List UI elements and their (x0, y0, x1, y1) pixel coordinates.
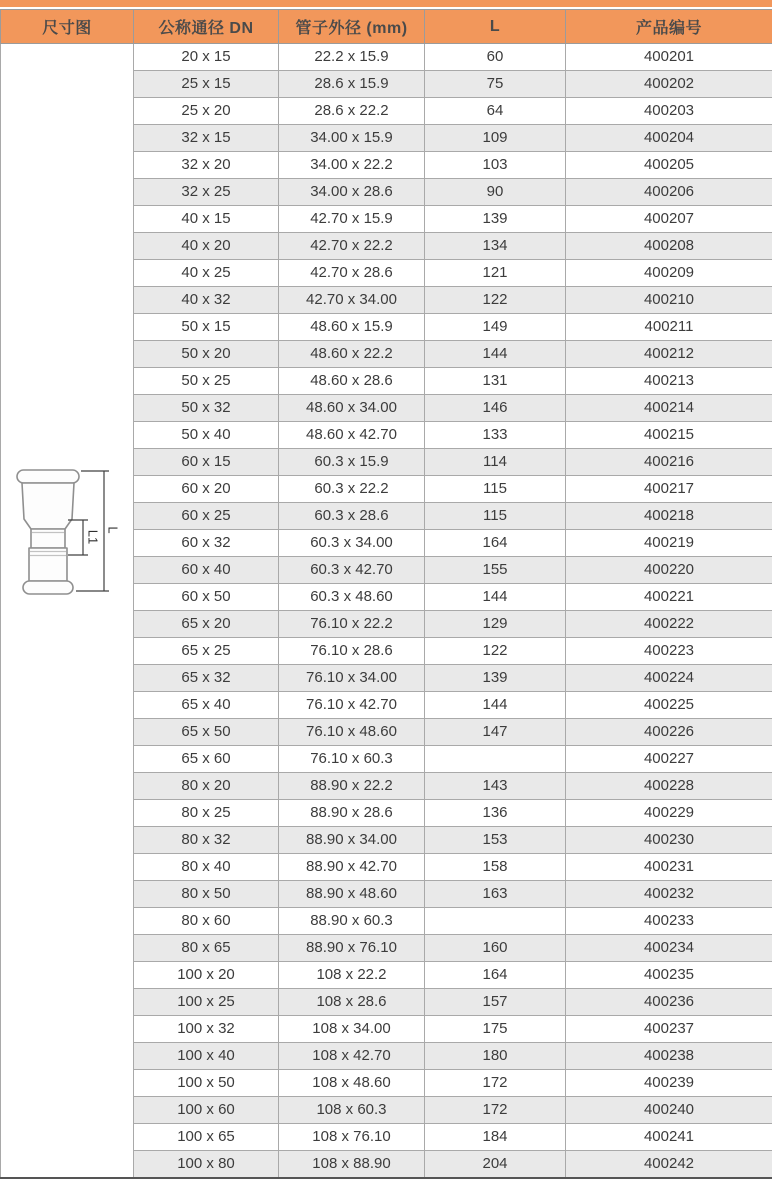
cell-pipe-od: 76.10 x 22.2 (279, 611, 425, 638)
cell-product-code: 400221 (566, 584, 772, 611)
cell-nominal-diameter: 50 x 40 (134, 422, 279, 449)
cell-product-code: 400206 (566, 179, 772, 206)
cell-pipe-od: 108 x 34.00 (279, 1016, 425, 1043)
cell-nominal-diameter: 100 x 80 (134, 1151, 279, 1179)
cell-nominal-diameter: 60 x 20 (134, 476, 279, 503)
cell-product-code: 400205 (566, 152, 772, 179)
cell-length: 172 (425, 1097, 566, 1124)
cell-pipe-od: 88.90 x 42.70 (279, 854, 425, 881)
cell-pipe-od: 48.60 x 15.9 (279, 314, 425, 341)
cell-nominal-diameter: 40 x 25 (134, 260, 279, 287)
cell-nominal-diameter: 65 x 50 (134, 719, 279, 746)
cell-nominal-diameter: 40 x 32 (134, 287, 279, 314)
cell-length: 122 (425, 638, 566, 665)
cell-length: 172 (425, 1070, 566, 1097)
cell-product-code: 400229 (566, 800, 772, 827)
cell-product-code: 400209 (566, 260, 772, 287)
cell-nominal-diameter: 50 x 32 (134, 395, 279, 422)
cell-nominal-diameter: 80 x 25 (134, 800, 279, 827)
cell-length: 153 (425, 827, 566, 854)
cell-nominal-diameter: 50 x 15 (134, 314, 279, 341)
cell-pipe-od: 76.10 x 34.00 (279, 665, 425, 692)
cell-product-code: 400223 (566, 638, 772, 665)
cell-length: 144 (425, 584, 566, 611)
cell-pipe-od: 108 x 22.2 (279, 962, 425, 989)
cell-pipe-od: 108 x 42.70 (279, 1043, 425, 1070)
cell-product-code: 400214 (566, 395, 772, 422)
header-length-l: L (425, 10, 566, 44)
cell-length: 164 (425, 530, 566, 557)
cell-product-code: 400203 (566, 98, 772, 125)
cell-product-code: 400239 (566, 1070, 772, 1097)
cell-length: 184 (425, 1124, 566, 1151)
cell-pipe-od: 60.3 x 42.70 (279, 557, 425, 584)
cell-pipe-od: 42.70 x 22.2 (279, 233, 425, 260)
cell-pipe-od: 48.60 x 34.00 (279, 395, 425, 422)
cell-product-code: 400202 (566, 71, 772, 98)
cell-pipe-od: 108 x 28.6 (279, 989, 425, 1016)
cell-length (425, 908, 566, 935)
cell-pipe-od: 42.70 x 34.00 (279, 287, 425, 314)
size-diagram-cell (1, 44, 134, 1179)
cell-pipe-od: 28.6 x 22.2 (279, 98, 425, 125)
cell-nominal-diameter: 60 x 25 (134, 503, 279, 530)
cell-length: 133 (425, 422, 566, 449)
cell-nominal-diameter: 25 x 15 (134, 71, 279, 98)
cell-nominal-diameter: 65 x 40 (134, 692, 279, 719)
header-product-code: 产品编号 (566, 10, 772, 44)
cell-length: 121 (425, 260, 566, 287)
cell-pipe-od: 108 x 60.3 (279, 1097, 425, 1124)
cell-nominal-diameter: 40 x 20 (134, 233, 279, 260)
cell-product-code: 400222 (566, 611, 772, 638)
cell-product-code: 400236 (566, 989, 772, 1016)
cell-pipe-od: 22.2 x 15.9 (279, 44, 425, 71)
top-accent-strip (0, 0, 772, 7)
cell-pipe-od: 48.60 x 42.70 (279, 422, 425, 449)
cell-nominal-diameter: 100 x 60 (134, 1097, 279, 1124)
cell-product-code: 400228 (566, 773, 772, 800)
cell-product-code: 400230 (566, 827, 772, 854)
cell-product-code: 400201 (566, 44, 772, 71)
cell-length: 144 (425, 692, 566, 719)
cell-length: 143 (425, 773, 566, 800)
cell-nominal-diameter: 40 x 15 (134, 206, 279, 233)
cell-nominal-diameter: 32 x 20 (134, 152, 279, 179)
product-spec-table (0, 9, 772, 1179)
cell-length: 180 (425, 1043, 566, 1070)
cell-nominal-diameter: 80 x 50 (134, 881, 279, 908)
cell-pipe-od: 34.00 x 22.2 (279, 152, 425, 179)
cell-product-code: 400220 (566, 557, 772, 584)
cell-length: 164 (425, 962, 566, 989)
cell-pipe-od: 88.90 x 48.60 (279, 881, 425, 908)
cell-length: 157 (425, 989, 566, 1016)
cell-product-code: 400211 (566, 314, 772, 341)
cell-nominal-diameter: 50 x 20 (134, 341, 279, 368)
cell-pipe-od: 60.3 x 15.9 (279, 449, 425, 476)
cell-nominal-diameter: 100 x 50 (134, 1070, 279, 1097)
cell-nominal-diameter: 80 x 65 (134, 935, 279, 962)
cell-pipe-od: 34.00 x 28.6 (279, 179, 425, 206)
cell-length: 131 (425, 368, 566, 395)
header-nominal-diameter-dn: 公称通径 DN (134, 10, 279, 44)
cell-pipe-od: 76.10 x 42.70 (279, 692, 425, 719)
cell-length: 64 (425, 98, 566, 125)
cell-product-code: 400213 (566, 368, 772, 395)
cell-product-code: 400215 (566, 422, 772, 449)
cell-product-code: 400225 (566, 692, 772, 719)
table-header (1, 10, 772, 44)
cell-product-code: 400216 (566, 449, 772, 476)
cell-pipe-od: 60.3 x 28.6 (279, 503, 425, 530)
cell-pipe-od: 60.3 x 22.2 (279, 476, 425, 503)
header-size-diagram: 尺寸图 (1, 10, 134, 44)
cell-product-code: 400235 (566, 962, 772, 989)
cell-product-code: 400238 (566, 1043, 772, 1070)
cell-nominal-diameter: 100 x 40 (134, 1043, 279, 1070)
cell-nominal-diameter: 50 x 25 (134, 368, 279, 395)
cell-nominal-diameter: 60 x 40 (134, 557, 279, 584)
cell-nominal-diameter: 80 x 40 (134, 854, 279, 881)
cell-length: 60 (425, 44, 566, 71)
cell-pipe-od: 42.70 x 15.9 (279, 206, 425, 233)
cell-length: 134 (425, 233, 566, 260)
cell-pipe-od: 88.90 x 28.6 (279, 800, 425, 827)
dim-label-l: L (106, 526, 121, 533)
cell-pipe-od: 88.90 x 34.00 (279, 827, 425, 854)
cell-length: 158 (425, 854, 566, 881)
cell-pipe-od: 88.90 x 76.10 (279, 935, 425, 962)
cell-product-code: 400233 (566, 908, 772, 935)
cell-pipe-od: 108 x 88.90 (279, 1151, 425, 1179)
cell-nominal-diameter: 60 x 50 (134, 584, 279, 611)
dim-label-l1: L1 (86, 530, 101, 544)
cell-product-code: 400217 (566, 476, 772, 503)
cell-length: 115 (425, 503, 566, 530)
cell-pipe-od: 60.3 x 48.60 (279, 584, 425, 611)
cell-nominal-diameter: 100 x 20 (134, 962, 279, 989)
cell-length: 90 (425, 179, 566, 206)
cell-product-code: 400242 (566, 1151, 772, 1179)
cell-nominal-diameter: 60 x 32 (134, 530, 279, 557)
cell-nominal-diameter: 100 x 32 (134, 1016, 279, 1043)
cell-pipe-od: 88.90 x 60.3 (279, 908, 425, 935)
header-row (1, 10, 772, 44)
cell-length: 129 (425, 611, 566, 638)
cell-product-code: 400231 (566, 854, 772, 881)
cell-nominal-diameter: 65 x 60 (134, 746, 279, 773)
cell-length: 149 (425, 314, 566, 341)
cell-pipe-od: 28.6 x 15.9 (279, 71, 425, 98)
cell-pipe-od: 108 x 48.60 (279, 1070, 425, 1097)
cell-product-code: 400207 (566, 206, 772, 233)
cell-nominal-diameter: 100 x 25 (134, 989, 279, 1016)
cell-nominal-diameter: 65 x 20 (134, 611, 279, 638)
cell-pipe-od: 76.10 x 28.6 (279, 638, 425, 665)
cell-product-code: 400226 (566, 719, 772, 746)
cell-nominal-diameter: 32 x 15 (134, 125, 279, 152)
cell-pipe-od: 88.90 x 22.2 (279, 773, 425, 800)
cell-length (425, 746, 566, 773)
cell-pipe-od: 60.3 x 34.00 (279, 530, 425, 557)
cell-length: 136 (425, 800, 566, 827)
cell-pipe-od: 108 x 76.10 (279, 1124, 425, 1151)
cell-nominal-diameter: 20 x 15 (134, 44, 279, 71)
cell-product-code: 400227 (566, 746, 772, 773)
cell-length: 115 (425, 476, 566, 503)
cell-product-code: 400210 (566, 287, 772, 314)
cell-length: 160 (425, 935, 566, 962)
cell-length: 114 (425, 449, 566, 476)
cell-product-code: 400232 (566, 881, 772, 908)
cell-product-code: 400224 (566, 665, 772, 692)
cell-pipe-od: 48.60 x 28.6 (279, 368, 425, 395)
cell-length: 139 (425, 206, 566, 233)
cell-product-code: 400237 (566, 1016, 772, 1043)
cell-product-code: 400241 (566, 1124, 772, 1151)
cell-product-code: 400218 (566, 503, 772, 530)
cell-pipe-od: 34.00 x 15.9 (279, 125, 425, 152)
cell-nominal-diameter: 80 x 20 (134, 773, 279, 800)
cell-product-code: 400234 (566, 935, 772, 962)
table-row (1, 44, 772, 71)
cell-product-code: 400208 (566, 233, 772, 260)
cell-length: 204 (425, 1151, 566, 1179)
cell-length: 147 (425, 719, 566, 746)
cell-pipe-od: 76.10 x 48.60 (279, 719, 425, 746)
cell-length: 75 (425, 71, 566, 98)
cell-nominal-diameter: 65 x 25 (134, 638, 279, 665)
cell-nominal-diameter: 25 x 20 (134, 98, 279, 125)
cell-nominal-diameter: 65 x 32 (134, 665, 279, 692)
cell-product-code: 400219 (566, 530, 772, 557)
cell-product-code: 400204 (566, 125, 772, 152)
cell-length: 109 (425, 125, 566, 152)
cell-product-code: 400212 (566, 341, 772, 368)
cell-length: 163 (425, 881, 566, 908)
header-pipe-outer-diameter: 管子外径 (mm) (279, 10, 425, 44)
cell-length: 139 (425, 665, 566, 692)
cell-length: 175 (425, 1016, 566, 1043)
cell-pipe-od: 48.60 x 22.2 (279, 341, 425, 368)
cell-length: 155 (425, 557, 566, 584)
cell-length: 122 (425, 287, 566, 314)
cell-nominal-diameter: 80 x 32 (134, 827, 279, 854)
cell-nominal-diameter: 32 x 25 (134, 179, 279, 206)
cell-nominal-diameter: 80 x 60 (134, 908, 279, 935)
cell-length: 146 (425, 395, 566, 422)
cell-length: 144 (425, 341, 566, 368)
cell-length: 103 (425, 152, 566, 179)
cell-product-code: 400240 (566, 1097, 772, 1124)
cell-nominal-diameter: 60 x 15 (134, 449, 279, 476)
cell-nominal-diameter: 100 x 65 (134, 1124, 279, 1151)
cell-pipe-od: 76.10 x 60.3 (279, 746, 425, 773)
cell-pipe-od: 42.70 x 28.6 (279, 260, 425, 287)
